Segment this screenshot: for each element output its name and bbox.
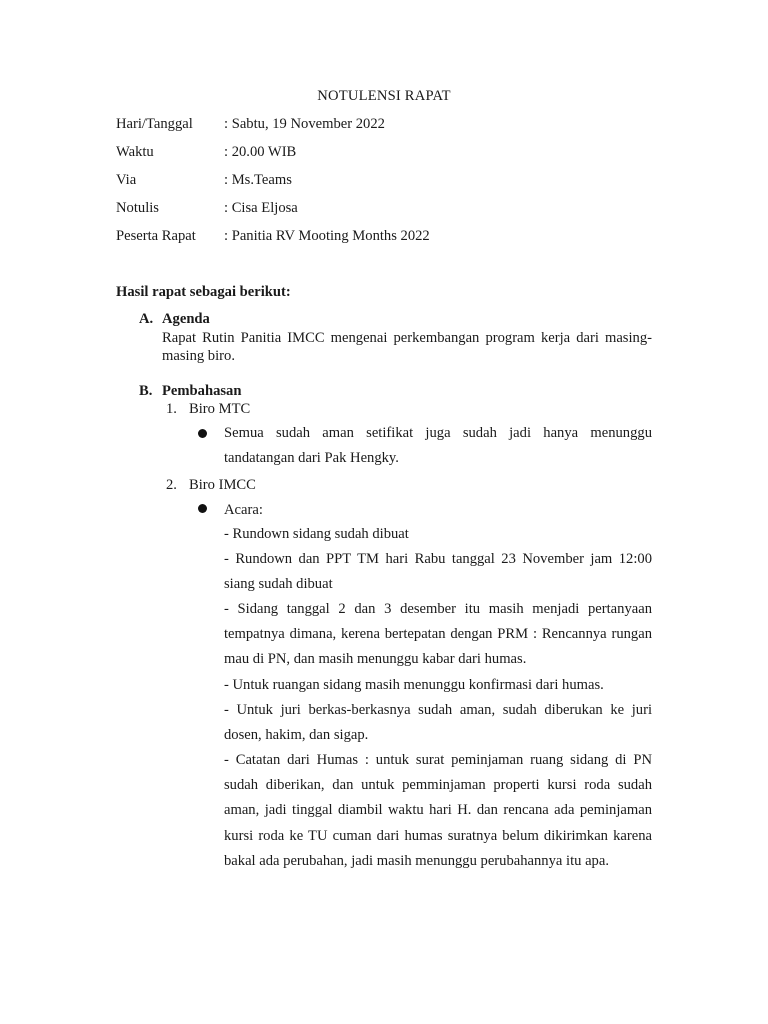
acara-line: - Catatan dari Humas : untuk surat peminjaman ruang sidang di PN sudah diberikan, dan untuk pemminjaman properti kursi roda sudah aman, jadi tinggal diambil waktu hari H. dan rencana ada peminjaman kursi roda ke TU cuman dari humas suratnya belum dikirimkan karena bakal ada perubahan, jadi masih menunggu perubahannya itu apa.	[224, 752, 652, 869]
meta-label: Hari/Tanggal	[116, 116, 193, 132]
results-heading: Hasil rapat sebagai berikut:	[116, 284, 291, 300]
item-2-number: 2.	[166, 477, 177, 493]
item-2-label: Biro IMCC	[189, 477, 256, 493]
section-a-heading: Agenda	[162, 311, 210, 327]
meta-value: : Panitia RV Mooting Months 2022	[224, 228, 430, 244]
bullet-icon	[198, 504, 207, 513]
acara-line: - Sidang tanggal 2 dan 3 desember itu masih menjadi pertanyaan tempatnya dimana, kerena bertepatan dengan PRM : Rencannya rungan mau di PN, dan masih menunggu kabar dari humas.	[224, 601, 652, 668]
bullet-icon	[198, 429, 207, 438]
document-title: NOTULENSI RAPAT	[317, 88, 451, 104]
acara-line: - Rundown sidang sudah dibuat	[224, 526, 409, 542]
section-b-marker: B.	[139, 383, 153, 399]
meta-label: Waktu	[116, 144, 154, 160]
item-1-bullet-text: Semua sudah aman setifikat juga sudah jadi hanya menunggu tandatangan dari Pak Hengky.	[224, 425, 652, 467]
meta-value: : 20.00 WIB	[224, 144, 297, 160]
meta-label: Peserta Rapat	[116, 228, 196, 244]
meta-value: : Cisa Eljosa	[224, 200, 298, 216]
section-a-marker: A.	[139, 311, 154, 327]
acara-line: - Untuk juri berkas-berkasnya sudah aman, sudah diberukan ke juri dosen, hakim, dan sigap.	[224, 702, 652, 744]
item-1-label: Biro MTC	[189, 401, 251, 417]
meta-label: Via	[116, 172, 137, 188]
item-2-bullet-label: Acara:	[224, 502, 263, 518]
section-a-text: Rapat Rutin Panitia IMCC mengenai perkembangan program kerja dari masing-masing biro.	[162, 330, 652, 364]
acara-line: - Rundown dan PPT TM hari Rabu tanggal 23 November jam 12:00 siang sudah dibuat	[224, 551, 652, 593]
section-b-heading: Pembahasan	[162, 383, 242, 399]
acara-line: - Untuk ruangan sidang masih menunggu konfirmasi dari humas.	[224, 677, 604, 693]
meta-value: : Sabtu, 19 November 2022	[224, 116, 385, 132]
meta-value: : Ms.Teams	[224, 172, 292, 188]
meta-label: Notulis	[116, 200, 159, 216]
item-1-number: 1.	[166, 401, 177, 417]
